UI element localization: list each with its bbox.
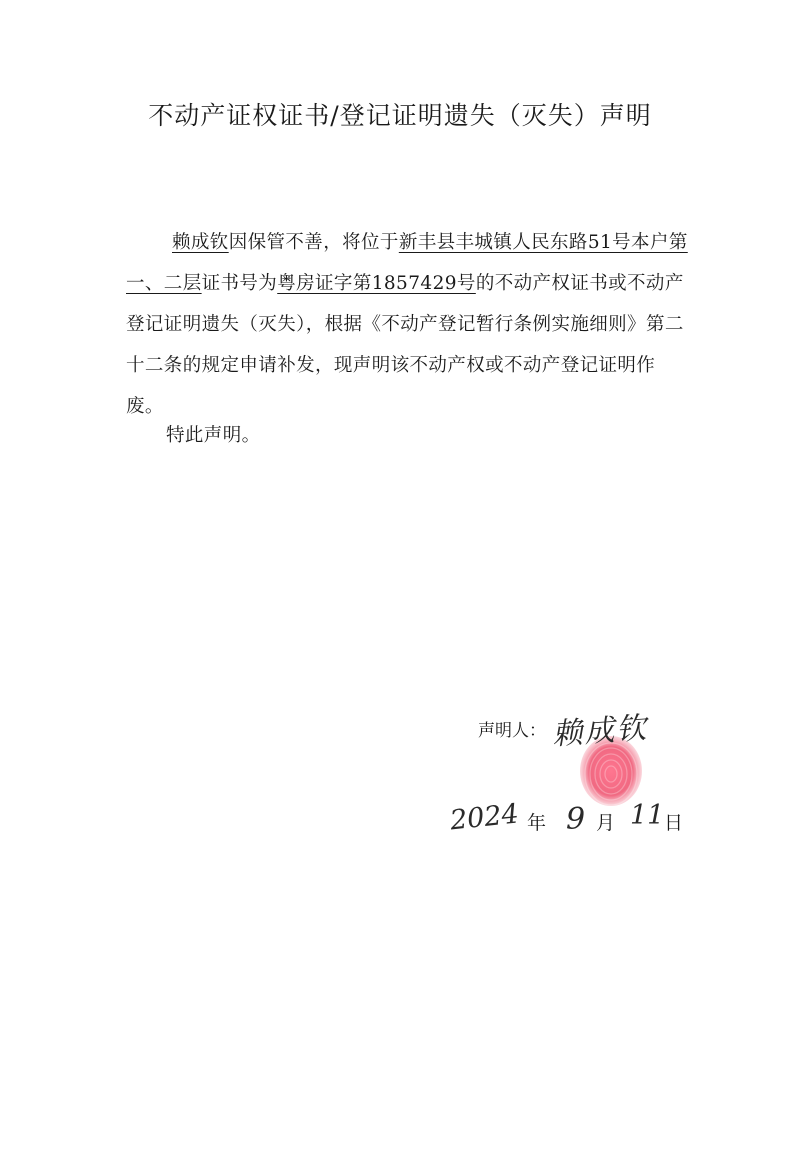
- declaration-body: [126, 222, 692, 427]
- date-day-unit: 日: [664, 812, 684, 834]
- property-address: 新丰县丰城镇人民东路51号本户第一、二层: [126, 232, 688, 294]
- declarant-name: 赖成钦: [172, 232, 229, 253]
- handwritten-signature: 赖成钦: [551, 710, 650, 753]
- body-text-3: 的不动产权证书或不动产登记证明遗失（灭失），根据《不动产登记暂行条例实施细则》第二十二条的规定申请补发，现声明该不动产权或不动产登记证明作废。: [126, 273, 684, 417]
- body-text-1: 因保管不善，将位于: [228, 232, 399, 253]
- closing-statement: 特此声明。: [166, 425, 261, 446]
- document-title: 不动产证权证书/登记证明遗失（灭失）声明: [148, 101, 652, 130]
- date-year: 2024: [448, 798, 521, 837]
- declarant-label: 声明人：: [478, 721, 546, 741]
- date-day: 11: [630, 800, 665, 831]
- date-month: 9: [566, 802, 586, 837]
- body-text-2: 证书号为: [201, 273, 278, 294]
- date-year-unit: 年: [527, 812, 547, 834]
- certificate-number: 粤房证字第1857429号: [277, 273, 476, 294]
- date-month-unit: 月: [596, 812, 616, 834]
